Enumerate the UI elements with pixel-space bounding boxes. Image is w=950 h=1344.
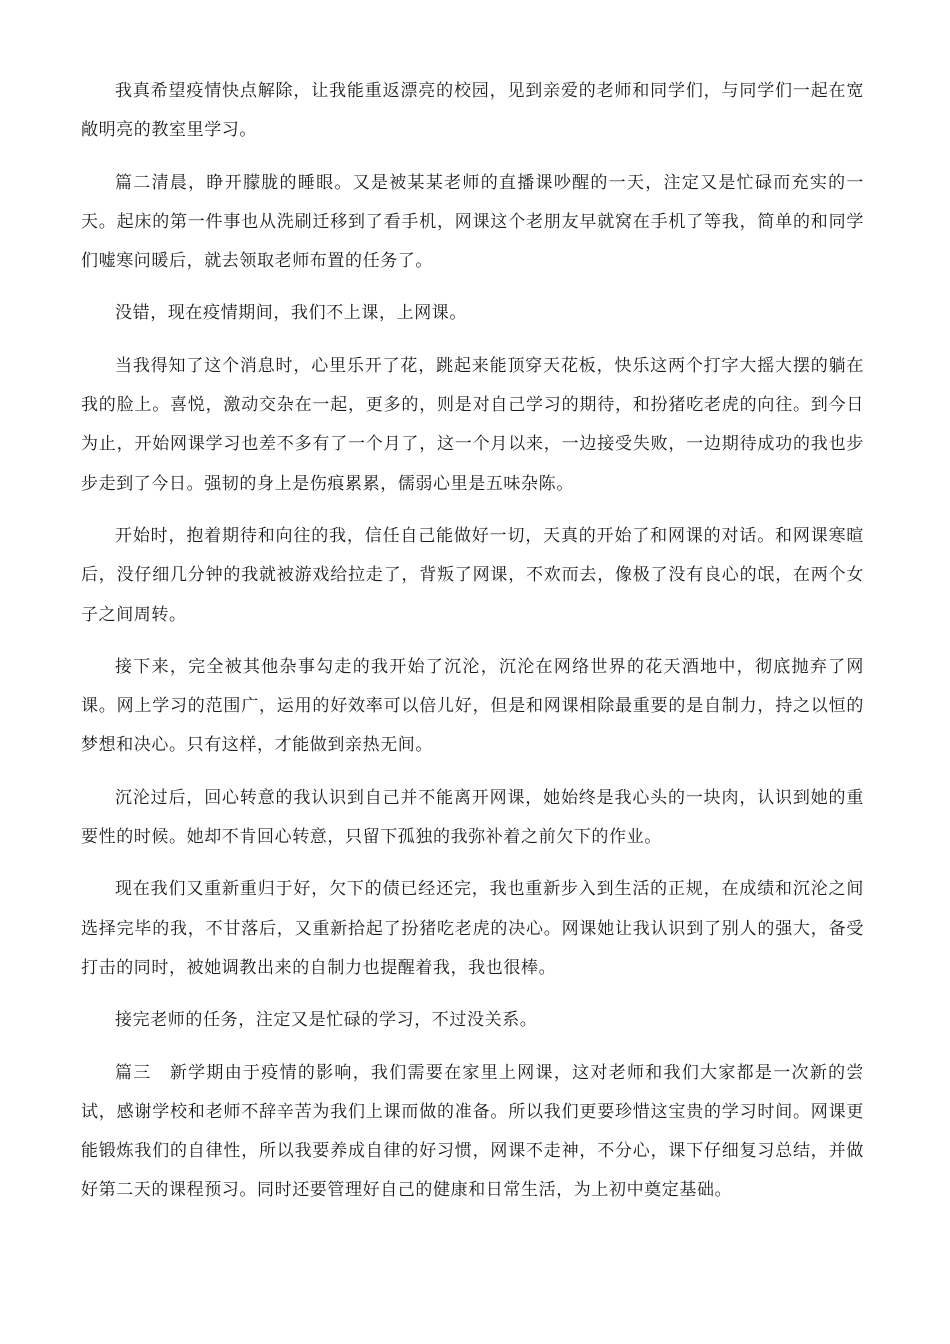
paragraph: 沉沦过后，回心转意的我认识到自己并不能离开网课，她始终是我心头的一块肉，认识到她的重要性的时候。她却不肯回心转意，只留下孤独的我弥补着之前欠下的作业。 (81, 787, 864, 848)
paragraph: 接完老师的任务，注定又是忙碌的学习，不过没关系。 (115, 1010, 538, 1031)
document-body (81, 72, 864, 1224)
paragraph: 没错，现在疫情期间，我们不上课，上网课。 (115, 303, 467, 324)
paragraph: 开始时，抱着期待和向往的我，信任自己能做好一切，天真的开始了和网课的对话。和网课寒暄后，没仔细几分钟的我就被游戏给拉走了，背叛了网课，不欢而去，像极了没有良心的氓，在两个女子之间周转。 (81, 525, 864, 625)
paragraph: 篇三 新学期由于疫情的影响，我们需要在家里上网课，这对老师和我们大家都是一次新的尝试，感谢学校和老师不辞辛苦为我们上课而做的准备。所以我们更要珍惜这宝贵的学习时间。网课更能锻炼我们的自律性，所以我要养成自律的好习惯，网课不走神，不分心，课下仔细复习总结，并做好第二天的课程预习。同时还要管理好自己的健康和日常生活，为上初中奠定基础。 (81, 1062, 864, 1201)
paragraph: 当我得知了这个消息时，心里乐开了花，跳起来能顶穿天花板，快乐这两个打字大摇大摆的躺在我的脸上。喜悦，激动交杂在一起，更多的，则是对自己学习的期待，和扮猪吃老虎的向往。到今日为止，开始网课学习也差不多有了一个月了，这一个月以来，一边接受失败，一边期待成功的我也步步走到了今日。强韧的身上是伤痕累累，儒弱心里是五味杂陈。 (81, 355, 864, 494)
paragraph: 我真希望疫情快点解除，让我能重返漂亮的校园，见到亲爱的老师和同学们，与同学们一起在宽敞明亮的教室里学习。 (81, 81, 864, 141)
paragraph: 现在我们又重新重归于好，欠下的债已经还完，我也重新步入到生活的正规，在成绩和沉沦之间选择完毕的我，不甘落后，又重新拾起了扮猪吃老虎的决心。网课她让我认识到了别人的强大，备受打击的同时，被她调教出来的自制力也提醒着我，我也很棒。 (81, 879, 864, 978)
paragraph: 接下来，完全被其他杂事勾走的我开始了沉沦，沉沦在网络世界的花天酒地中，彻底抛弃了网课。网上学习的范围广，运用的好效率可以倍儿好，但是和网课相除最重要的是自制力，持之以恒的梦想和决心。只有这样，才能做到亲热无间。 (81, 656, 864, 756)
paragraph: 篇二清晨，睁开朦胧的睡眼。又是被某某老师的直播课吵醒的一天，注定又是忙碌而充实的一天。起床的第一件事也从洗刷迁移到了看手机，网课这个老朋友早就窝在手机了等我，简单的和同学们嘘寒问暖后，就去领取老师布置的任务了。 (81, 172, 864, 272)
